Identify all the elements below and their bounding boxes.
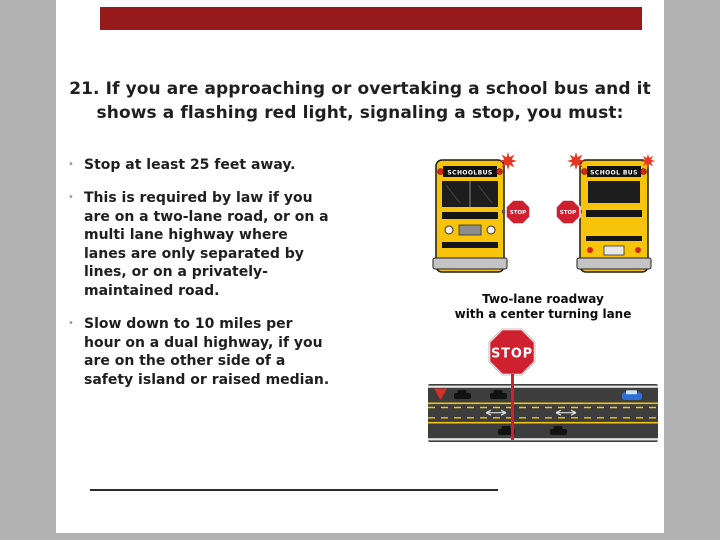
title-text: If you are approaching or overtaking a school bus and it shows a flashing red light, signaling a stop, you must: <box>96 79 651 123</box>
caption-line-2: with a center turning lane <box>454 306 632 321</box>
bus-front-view <box>433 152 530 272</box>
list-item <box>68 189 332 300</box>
road-diagram <box>428 384 658 442</box>
footer-rule <box>90 489 498 491</box>
bus-marquee-text: SCHOOLBUS <box>447 169 493 177</box>
center-lane-solid-line <box>428 422 658 424</box>
bullet-text: Slow down to 10 miles per hour on a dual highway, if you are on the other side of a safety island or raised median. <box>84 316 330 388</box>
license-plate <box>604 246 624 255</box>
bumper <box>577 258 651 269</box>
figure-caption <box>428 292 658 321</box>
bullet-icon: • <box>68 318 74 330</box>
stop-sign-text: STOP <box>490 346 534 362</box>
school-bus-illustration <box>428 150 658 290</box>
grille <box>459 225 481 235</box>
stop-sign-icon <box>488 328 536 376</box>
flashing-light-icon <box>438 169 444 175</box>
list-item <box>68 156 332 174</box>
caption-line-1: Two-lane roadway <box>482 292 604 306</box>
title-number: 21. <box>69 79 100 99</box>
flash-burst-icon <box>641 154 655 168</box>
rear-window <box>588 181 640 203</box>
slide-title <box>66 78 654 126</box>
headlight <box>487 226 495 234</box>
flash-burst-icon <box>567 152 585 170</box>
stop-pointer-line <box>511 374 515 440</box>
center-lane-solid-line <box>428 403 658 405</box>
flashing-light-icon <box>497 169 503 175</box>
bullet-icon: • <box>68 192 74 204</box>
list-item <box>68 315 332 389</box>
flashing-light-icon <box>641 169 647 175</box>
slide-canvas <box>56 0 664 533</box>
bullet-text: This is required by law if you are on a two-lane road, or on a multi lane highway where lanes are only separated by lines, or on a privately-maintained road. <box>84 190 329 299</box>
tail-light <box>587 247 593 253</box>
flashing-light-icon <box>582 169 588 175</box>
stop-arm-sign-icon <box>506 200 530 224</box>
stop-arm-sign-icon <box>556 200 580 224</box>
bumper <box>433 258 507 269</box>
school-bus-figure <box>428 148 658 448</box>
accent-bar <box>100 7 642 30</box>
bullet-list <box>68 156 332 404</box>
flash-burst-icon <box>499 152 517 170</box>
svg-text:STOP: STOP <box>509 210 527 217</box>
bullet-text: Stop at least 25 feet away. <box>84 157 296 173</box>
tail-light <box>635 247 641 253</box>
headlight <box>445 226 453 234</box>
bullet-icon: • <box>68 159 74 170</box>
road-edge-line <box>428 438 658 440</box>
bus-rear-view <box>556 152 655 272</box>
svg-text:STOP: STOP <box>559 210 577 217</box>
bus-marquee-text: SCHOOL BUS <box>590 169 638 177</box>
road-edge-line <box>428 386 658 388</box>
